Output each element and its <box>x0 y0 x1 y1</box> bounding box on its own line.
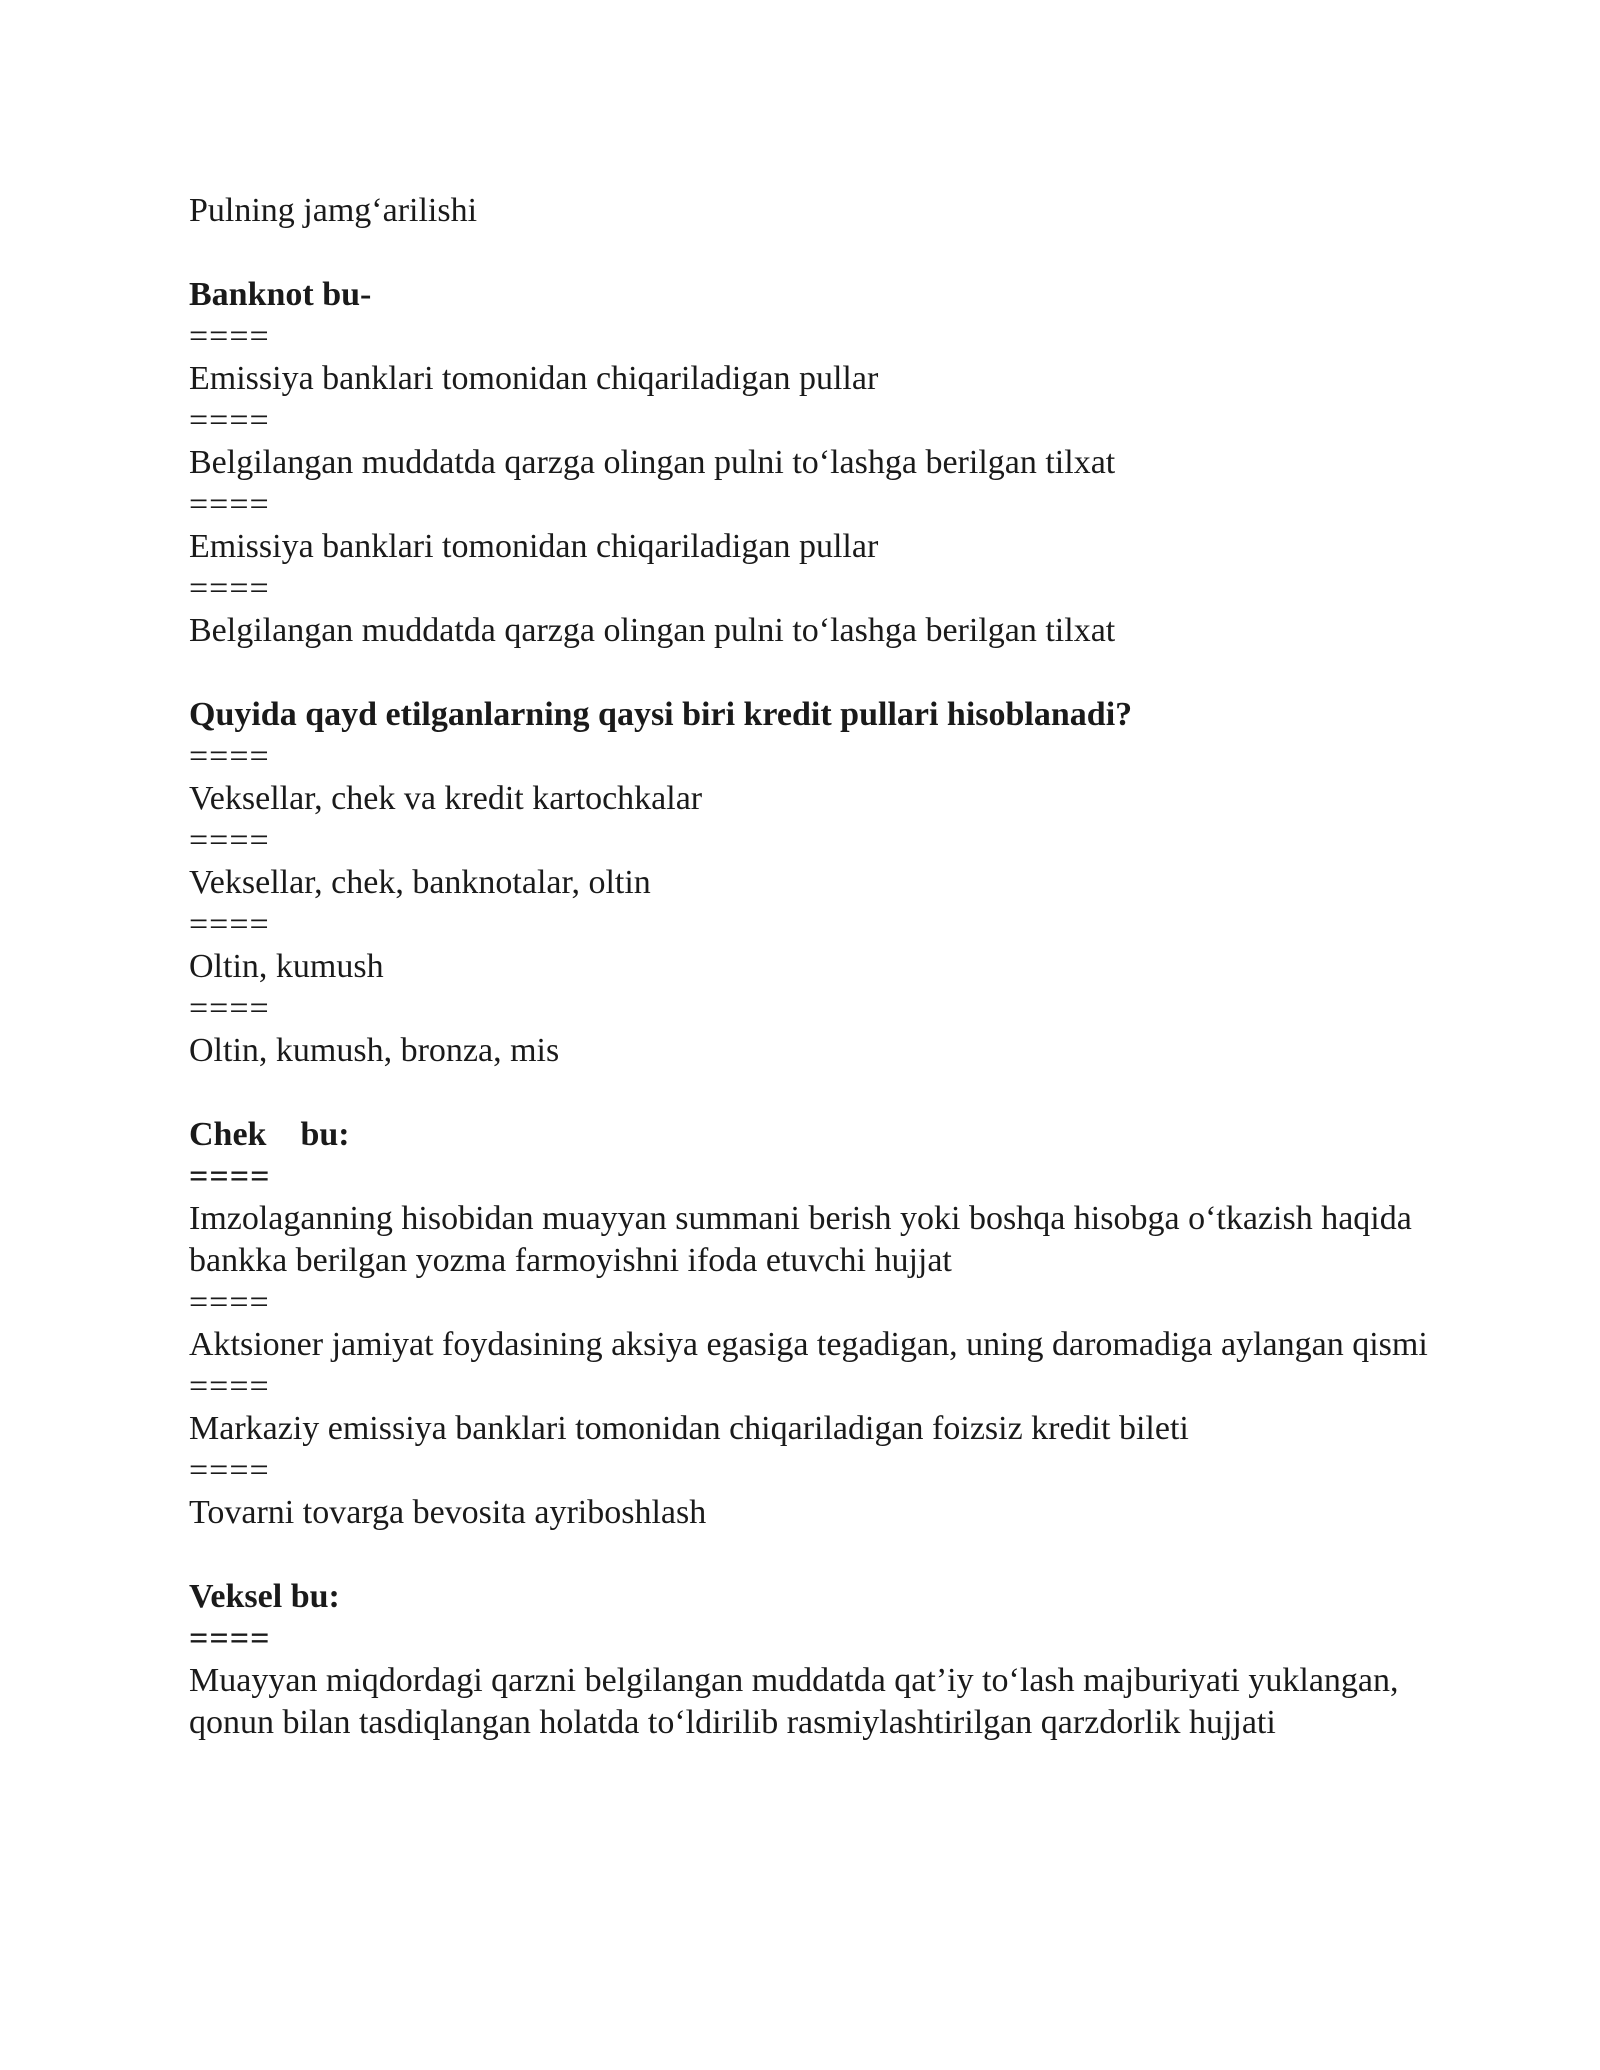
document-content <box>189 190 1429 1786</box>
option-separator: ==== <box>189 738 270 775</box>
option-separator: ==== <box>189 1368 270 1405</box>
answer-option: Oltin, kumush <box>189 948 384 985</box>
answer-option: Oltin, kumush, bronza, mis <box>189 1032 560 1069</box>
answer-option: Emissiya banklari tomonidan chiqariladigan pullar <box>189 360 879 397</box>
option-separator: ==== <box>189 1620 271 1657</box>
question-block-3 <box>189 1114 1429 1534</box>
answer-option: Belgilangan muddatda qarzga olingan pulni to‘lashga berilgan tilxat <box>189 444 1116 481</box>
option-separator: ==== <box>189 1284 270 1321</box>
question-text: Chek bu: <box>189 1116 350 1153</box>
option-separator: ==== <box>189 1158 271 1195</box>
option-separator: ==== <box>189 1452 270 1489</box>
question-block-2 <box>189 694 1429 1072</box>
answer-option: Imzolaganning hisobidan muayyan summani berish yoki boshqa hisobga o‘tkazish haqida bankka berilgan yozma farmoyishni ifoda etuvchi hujjat <box>189 1200 1412 1279</box>
answer-option: Veksellar, chek, banknotalar, oltin <box>189 864 651 901</box>
option-separator: ==== <box>189 570 270 607</box>
question-block-1 <box>189 274 1429 652</box>
question-text: Quyida qayd etilganlarning qaysi biri kredit pullari hisoblanadi? <box>189 696 1133 733</box>
option-separator: ==== <box>189 990 270 1027</box>
document-title: Pulning jamg‘arilishi <box>189 192 478 229</box>
question-text: Banknot bu- <box>189 276 372 313</box>
answer-option: Aktsioner jamiyat foydasining aksiya egasiga tegadigan, uning daromadiga aylangan qismi <box>189 1326 1428 1363</box>
answer-option: Tovarni tovarga bevosita ayriboshlash <box>189 1494 707 1531</box>
answer-option: Muayyan miqdordagi qarzni belgilangan muddatda qat’iy to‘lash majburiyati yuklangan, qonun bilan tasdiqlangan holatda to‘ldirilib rasmiylashtirilgan qarzdorlik hujjati <box>189 1662 1399 1741</box>
answer-option: Emissiya banklari tomonidan chiqariladigan pullar <box>189 528 879 565</box>
option-separator: ==== <box>189 402 270 439</box>
answer-option: Veksellar, chek va kredit kartochkalar <box>189 780 703 817</box>
answer-option: Markaziy emissiya banklari tomonidan chiqariladigan foizsiz kredit bileti <box>189 1410 1189 1447</box>
question-block-4 <box>189 1576 1429 1744</box>
answer-option: Belgilangan muddatda qarzga olingan pulni to‘lashga berilgan tilxat <box>189 612 1116 649</box>
option-separator: ==== <box>189 318 270 355</box>
option-separator: ==== <box>189 486 270 523</box>
question-text: Veksel bu: <box>189 1578 340 1615</box>
option-separator: ==== <box>189 822 270 859</box>
option-separator: ==== <box>189 906 270 943</box>
